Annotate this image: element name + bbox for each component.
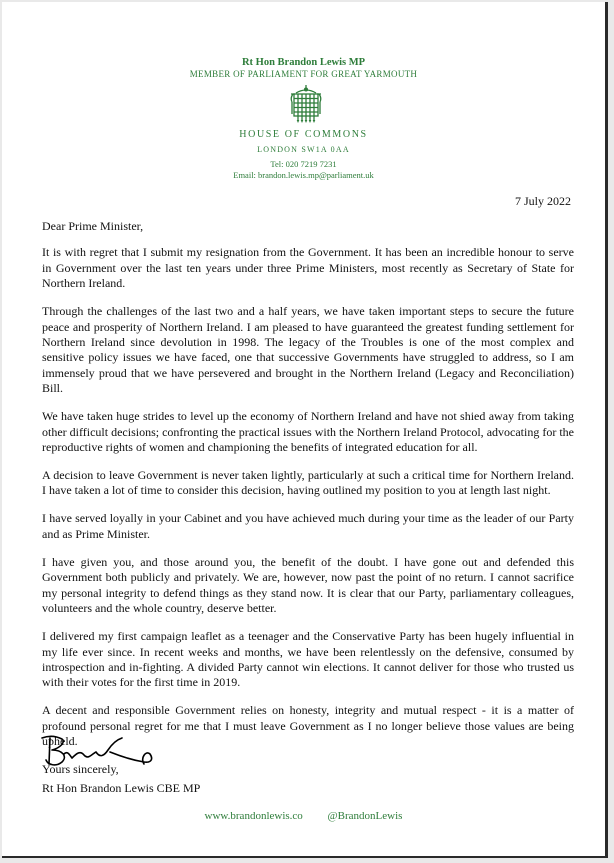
body-paragraph: A decent and responsible Government relies on honesty, integrity and mutual respect - it is a matter of profound personal regret for me that I must leave Government as I no longer believe those values are being upheld.	[42, 703, 574, 749]
body-paragraph: I delivered my first campaign leaflet as a teenager and the Conservative Party has been hugely influential in my life ever since. In recent weeks and months, we have been relentlessly on the defensive, consumed by introspection and in-fighting. A divided Party cannot win elections. It cannot deliver for those who trusted us with their votes for the first time in 2019.	[42, 629, 574, 690]
body-paragraph: I have served loyally in your Cabinet and you have achieved much during your time as the leader of our Party and as Prime Minister.	[42, 511, 574, 541]
body-paragraph: A decision to leave Government is never taken lightly, particularly at such a critical time for Northern Ireland. I have taken a lot of time to consider this decision, having outlined my position to you at length last night.	[42, 468, 574, 498]
body-paragraph: It is with regret that I submit my resignation from the Government. It has been an incredible honour to serve in Government over the last ten years under three Prime Ministers, most recently as Secretary of State for Northern Ireland.	[42, 245, 574, 291]
body-paragraph: We have taken huge strides to level up the economy of Northern Ireland and have not shied away from taking other difficult decisions; confronting the practical issues with the Northern Ireland Protocol, advocating for the reproductive rights of women and championing the benefits of integrated education for all.	[42, 409, 574, 455]
letter-page	[2, 2, 608, 858]
salutation: Dear Prime Minister,	[42, 219, 144, 233]
letter-date: 7 July 2022	[514, 194, 571, 208]
body-paragraph: Through the challenges of the last two and a half years, we have taken important steps to secure the future peace and prosperity of Northern Ireland. I am pleased to have guaranteed the greatest funding settlement for Northern Ireland since devolution in 1998. The legacy of the Troubles is one of the most complex and sensitive policy issues we have faced, one that successive Governments have struggled to address, so I am immensely proud that we have persevered and brought in the Northern Ireland (Legacy and Reconciliation) Bill.	[42, 304, 574, 396]
letterhead-constituency: MEMBER OF PARLIAMENT FOR GREAT YARMOUTH	[189, 69, 418, 79]
letter-footer	[2, 810, 605, 822]
letterhead-email: Email: brandon.lewis.mp@parliament.uk	[233, 170, 374, 180]
closing: Yours sincerely,	[42, 762, 119, 777]
letterhead-name: Rt Hon Brandon Lewis MP	[241, 57, 366, 68]
letterhead-address: LONDON SW1A 0AA	[257, 145, 350, 154]
letter-body	[42, 219, 574, 790]
portcullis-icon	[289, 84, 323, 124]
letterhead-telephone: Tel: 020 7219 7231	[270, 159, 337, 169]
twitter-handle[interactable]: @BrandonLewis	[327, 810, 403, 822]
signature-icon	[40, 730, 158, 772]
website-link[interactable]: www.brandonlewis.co	[204, 810, 303, 822]
signoff-name: Rt Hon Brandon Lewis CBE MP	[42, 781, 201, 795]
letterhead-house: HOUSE OF COMMONS	[239, 129, 368, 140]
body-paragraph: I have given you, and those around you, the benefit of the doubt. I have gone out and defended this Government both publicly and privately. We are, however, now past the point of no return. I cannot sacrifice my personal integrity to defend things as they stand now. It is clear that our Party, parliamentary colleagues, volunteers and the whole country, deserve better.	[42, 554, 574, 616]
